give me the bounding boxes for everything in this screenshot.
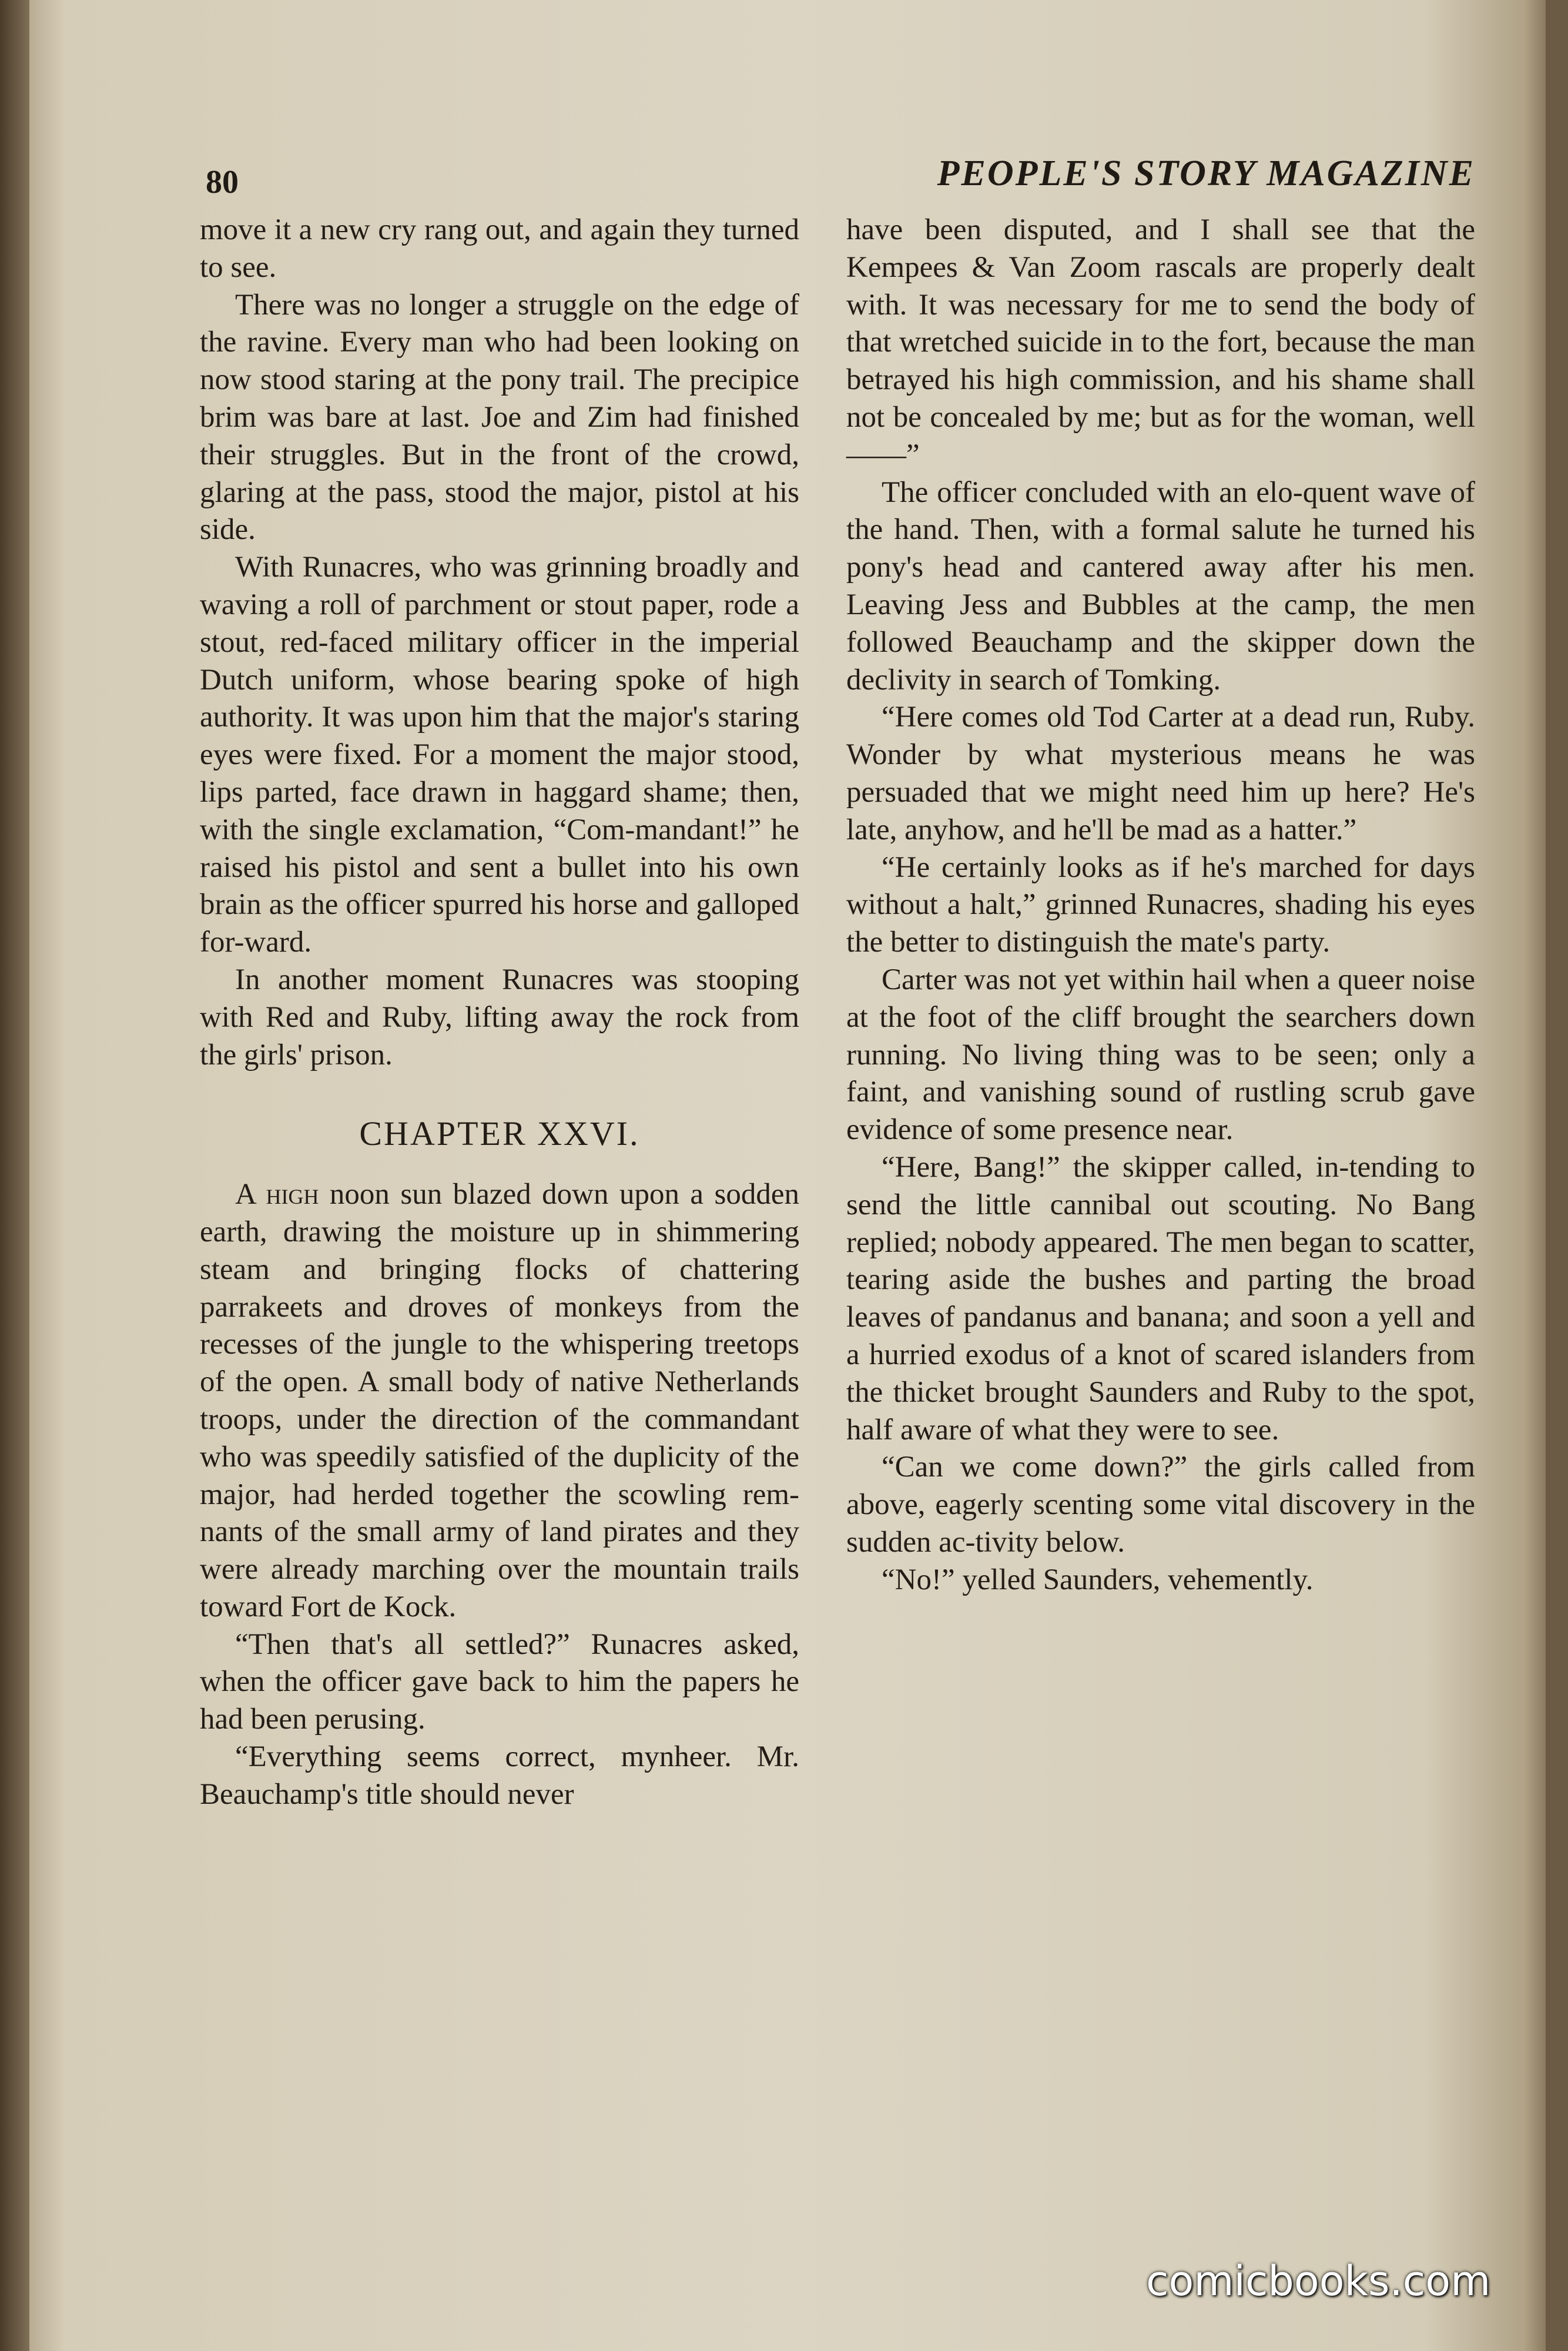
left-column [200,212,799,1814]
chapter-opening-paragraph [200,1176,799,1626]
chapter-heading: CHAPTER XXVI. [359,1114,640,1153]
opening-small-caps: A high [235,1178,319,1211]
right-column [846,212,1475,1599]
paragraph: “Then that's all settled?” Runacres asked, when the officer gave back to him the papers he had been perusing. [200,1627,799,1736]
paragraph: With Runacres, who was grinning broadly and waving a roll of parchment or stout paper, rode a stout, red-faced military officer in the imperial Dutch uniform, whose bearing spoke of high authority. It was upon him that the major's staring eyes were fixed. For a moment the major stood, lips parted, face drawn in haggard shame; then, with the single exclamation, “Com-mandant!” he raised his pistol and sent a bullet into his own brain as the officer spurred his horse and galloped for-ward. [200,551,799,959]
paragraph: “Everything seems correct, mynheer. Mr. Beauchamp's title should never [200,1740,799,1811]
running-title: PEOPLE'S STORY MAGAZINE [937,153,1475,193]
page-edge [1522,0,1546,2351]
paragraph: There was no longer a struggle on the edge of the ravine. Every man who had been looking on now stood staring at the pony trail. The precipice brim was bare at last. Joe and Zim had finished their struggles. But in the front of the crowd, glaring at the pass, stood the major, pistol at his side. [200,288,799,547]
watermark: comicbooks.com [1146,2257,1491,2305]
paragraph: “He certainly looks as if he's marched for days without a halt,” grinned Runacres, shading his eyes the better to distinguish the mate's party. [846,850,1475,959]
page-number: 80 [206,164,239,200]
paragraph: The officer concluded with an elo-quent wave of the hand. Then, with a formal salute he turned his pony's head and cantered away after his men. Leaving Jess and Bubbles at the camp, the men followed Beauchamp and the skipper down the declivity in search of Tomking. [846,475,1475,696]
paragraph: “No!” yelled Saunders, vehemently. [882,1563,1314,1596]
magazine-page [29,0,1546,2351]
paragraph: move it a new cry rang out, and again they turned to see. [200,213,799,284]
paragraph: “Can we come down?” the girls called from above, eagerly scenting some vital discovery in the sudden ac-tivity below. [846,1451,1475,1559]
paragraph: “Here, Bang!” the skipper called, in-tending to send the little cannibal out scouting. No Bang replied; nobody appeared. The men began to scatter, tearing aside the bushes and parting the broad leaves of pandanus and banana; and soon a yell and a hurried exodus of a knot of scared islanders from the thicket brought Saunders and Ruby to the spot, half aware of what they were to see. [846,1150,1475,1446]
opening-text: noon sun blazed down upon a sodden earth, drawing the moisture up in shimmering steam and bringing flocks of chattering parrakeets and droves of monkeys from the recesses of the jungle to the whispering treetops of the open. A small body of native Netherlands troops, under the direction of the commandant who was speedily satisfied of the duplicity of the major, had herded together the scowling rem-nants of the small army of land pirates and they were already marching over the mountain trails toward Fort de Kock. [200,1178,799,1623]
paragraph: In another moment Runacres was stooping with Red and Ruby, lifting away the rock from the girls' prison. [200,963,799,1071]
paragraph: “Here comes old Tod Carter at a dead run, Ruby. Wonder by what mysterious means he was persuaded that we might need him up here? He's late, anyhow, and he'll be mad as a hatter.” [846,701,1475,846]
page-header [29,153,1546,206]
paragraph: have been disputed, and I shall see that the Kempees & Van Zoom rascals are properly dealt with. It was necessary for me to send the body of that wretched suicide in to the fort, because the man betrayed his high commission, and his shame shall not be concealed by me; but as for the woman, well——” [846,213,1475,471]
paragraph: Carter was not yet within hail when a queer noise at the foot of the cliff brought the searchers down running. No living thing was to be seen; only a faint, and vanishing sound of rustling scrub gave evidence of some presence near. [846,963,1475,1147]
